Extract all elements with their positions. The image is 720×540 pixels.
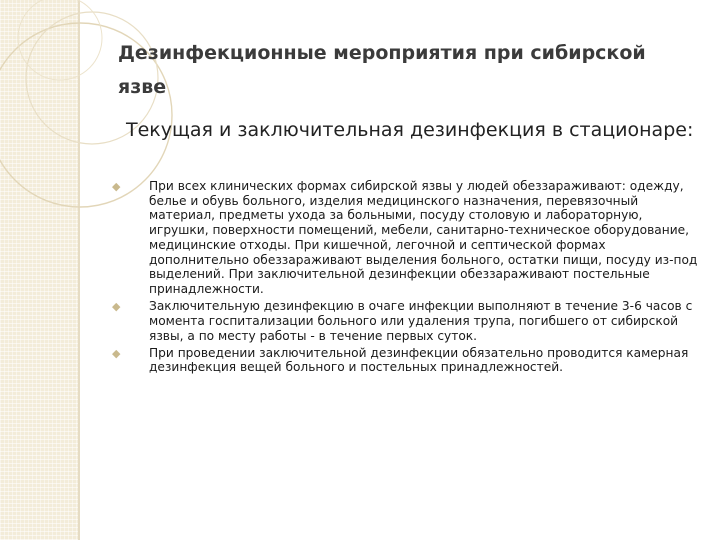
decorative-side-band: [0, 0, 78, 540]
bullet-text: При проведении заключительной дезинфекции обязательно проводится камерная дезинфекция вещей больного и постельных принадлежностей.: [149, 345, 689, 375]
slide-subtitle: Текущая и заключительная дезинфекция в стационаре:: [126, 119, 694, 141]
side-band-divider: [78, 0, 80, 540]
slide-title: Дезинфекционные мероприятия при сибирской язве: [118, 42, 646, 98]
bullet-diamond-icon: ◆: [112, 300, 121, 314]
list-item: [112, 299, 702, 343]
bullet-diamond-icon: ◆: [112, 180, 121, 193]
list-item: [112, 346, 702, 375]
bullet-text: Заключительную дезинфекцию в очаге инфекции выполняют в течение 3-6 часов с момента госпитализации больного или удаления трупа, погибшего от сибирской язвы, а по месту работы - в течение первых суток.: [149, 299, 693, 343]
bullet-text: При всех клинических формах сибирской язвы у людей обеззараживают: одежду, белье и обувь больного, изделия медицинского назначения, перевязочный материал, предметы ухода за больными, посуду столовую и лабораторную, игрушки, поверхности помещений, мебели, санитарно-техническое оборудование, медицинские отходы. При кишечной, легочной и септической формах дополнительно обеззараживают выделения больного, остатки пищи, посуду из-под выделений. При заключительной дезинфекции обеззараживают постельные принадлежности.: [149, 179, 698, 296]
list-item: [112, 179, 702, 297]
bullet-list: [112, 179, 702, 378]
bullet-diamond-icon: ◆: [112, 346, 121, 360]
